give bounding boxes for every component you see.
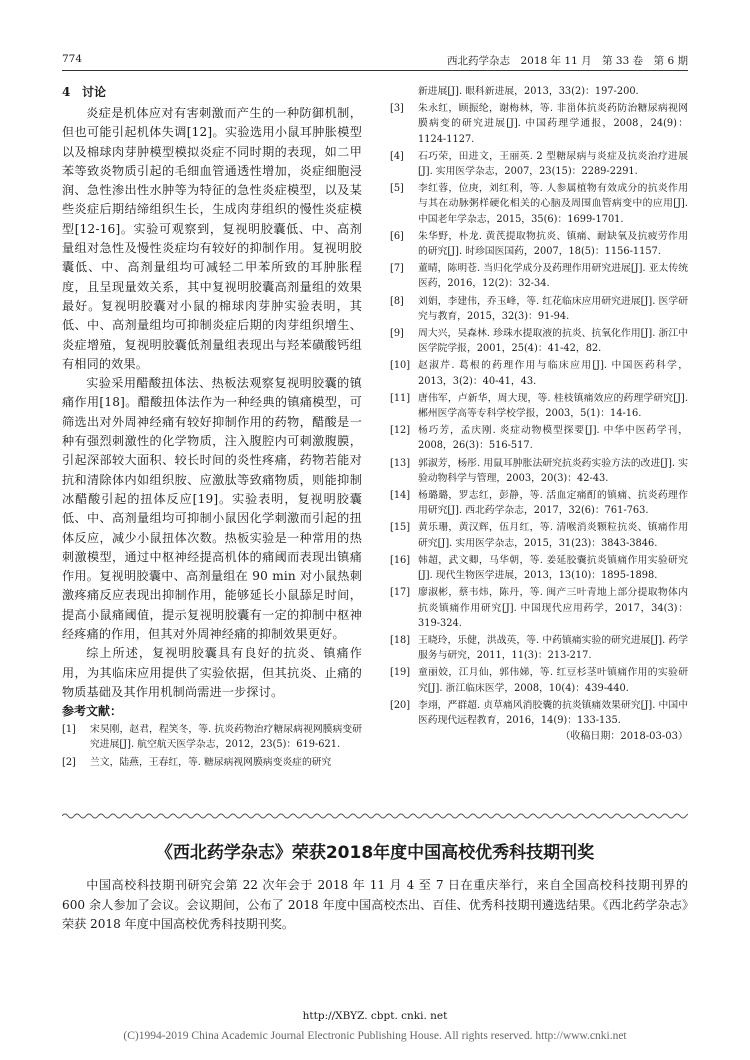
reference-number: [1] xyxy=(62,724,76,736)
reference-item xyxy=(390,423,688,453)
section-heading xyxy=(62,84,362,100)
reference-item xyxy=(390,149,688,179)
reference-text: 兰文，陆燕，王春红，等. 糖尿病视网膜病变炎症的研究 xyxy=(90,756,332,768)
reference-number: [10] xyxy=(390,360,411,372)
reference-item xyxy=(390,585,688,631)
reference-text: 李翊，严群超. 贞草痛风消胶囊的抗炎镇痛效果研究[J]. 中国中医药现代远程教育，2016，14(9)：133-135. xyxy=(418,699,688,726)
discussion-paragraph-1: 炎症是机体应对有害刺激而产生的一种防御机制，但也可能引起机体失调[12]。实验选用小鼠耳肿胀模型以及棉球肉芽肿模型模拟炎症不同时期的表现，如二甲苯等致炎物质引起的毛细血管通透性增加，炎症细胞浸润、急性渗出性水肿等为特征的急性炎症模型，以及某些炎症后期结缔组织生长，生成肉芽组织的慢性炎症模型[12-16]。实验可观察到，复视明胶囊低、中、高剂量组对急性及慢性炎症均有较好的抑制作用。复视明胶囊低、中、高剂量组均可减轻二甲苯所致的耳肿胀程度，且呈现量效关系，其中复视明胶囊高剂量组的效果最好。复视明胶囊对小鼠的棉球肉芽肿实验表明，其低、中、高剂量组均可抑制炎症后期的肉芽组织增生、炎症增殖，复视明胶囊低剂量组表现出与羟苯磺酸钙组有相同的效果。 xyxy=(62,106,362,371)
reference-item xyxy=(390,391,688,421)
reference-text: 杨巧芳，孟庆刚. 炎症动物模型探要[J]. 中华中医药学刊，2008，26(3)：516-517. xyxy=(418,425,688,452)
reference-item xyxy=(390,633,688,663)
page-number: 774 xyxy=(62,53,83,65)
reference-text: 杨璐璐，罗志红，彭静，等. 活血定痛酊的镇痛、抗炎药理作用研究[J]. 西北药学杂志，2017，32(6)：761-763. xyxy=(418,490,688,517)
reference-item xyxy=(62,755,362,770)
reference-text: 韩超，武文卿，马华朝，等. 姜延胶囊抗炎镇痛作用实验研究[J]. 现代生物医学进展，2013，13(10)：1895-1898. xyxy=(418,554,688,582)
footer-url: http://XBYZ. cbpt. cnki. net xyxy=(302,1010,448,1022)
reference-number: [7] xyxy=(390,263,404,275)
reference-number: [11] xyxy=(390,392,411,404)
references-right xyxy=(390,101,688,728)
section-number: 4 xyxy=(62,85,71,99)
reference-text: 唐伟军，卢新华，周大现，等. 桂枝镇痛效应的药理学研究[J]. 郴州医学高等专科学校学报，2003，5(1)：14-16. xyxy=(418,392,688,420)
reference-text: 李红蓉，位庚，刘红利，等. 人参属植物有效成分的抗炎作用与其在动脉粥样硬化相关的心脑及周围血管病变中的应用[J]. 中国老年学杂志，2015，35(6)：1699-1701. xyxy=(418,183,688,225)
reference-item xyxy=(390,520,688,550)
wavy-divider xyxy=(62,812,688,820)
reference-number: [18] xyxy=(390,634,411,646)
received-date: （收稿日期：2018-03-03） xyxy=(560,731,688,743)
reference-number: [8] xyxy=(390,295,404,307)
reference-number: [2] xyxy=(62,756,76,768)
reference-continuation: 新进展[J]. 眼科新进展，2013，33(2)：197-200. xyxy=(418,86,639,97)
running-header xyxy=(62,50,688,71)
reference-item xyxy=(390,101,688,147)
news-body: 中国高校科技期刊研究会第 22 次年会于 2018 年 11 月 4 至 7 日在重庆举行，来自全国高校科技期刊界的 600 余人参加了会议。会议期间，公布了 2018 年度中国高校杰出、百佳、优秀科技期刊遴选结果。《西北药学杂志》荣获 2018 年度中国高校优秀科技期刊奖。 xyxy=(62,878,688,931)
reference-item xyxy=(390,488,688,518)
reference-item xyxy=(390,261,688,291)
reference-item xyxy=(390,456,688,486)
reference-number: [5] xyxy=(390,183,404,195)
journal-info: 西北药学杂志 2018 年 11 月 第 33 卷 第 6 期 xyxy=(447,55,688,67)
section-title: 讨论 xyxy=(82,85,107,99)
reference-number: [14] xyxy=(390,490,411,502)
reference-item xyxy=(390,553,688,583)
left-column xyxy=(62,84,362,772)
reference-text: 石巧荣，田进文，王丽英. 2 型糖尿病与炎症及抗炎治疗进展[J]. 实用医学杂志，2007，23(15)：2289-2291. xyxy=(418,150,688,178)
reference-text: 王晓玲，乐健，洪战英，等. 中药镇痛实验的研究进展[J]. 药学服务与研究，2011，11(3)：213-217. xyxy=(418,634,688,662)
reference-text: 朱华野，朴龙. 黄芪提取物抗炎、镇痛、耐缺氧及抗疲劳作用的研究[J]. 时珍国医国药，2007，18(5)：1156-1157. xyxy=(418,230,688,258)
reference-text: 宋昊刚，赵君，程笑冬，等. 抗炎药物治疗糖尿病视网膜病变研究进展[J]. 航空航天医学杂志，2012，23(5)：619-621. xyxy=(90,724,362,751)
reference-text: 廖淑彬，蔡韦炜，陈丹，等. 闽产三叶青地上部分提取物体内抗炎镇痛作用研究[J]. 中国现代应用药学，2017，34(3)：319-324. xyxy=(418,587,688,629)
reference-text: 郭淑芳，杨彤. 用鼠耳肿胀法研究抗炎药实验方法的改进[J]. 实验动物科学与管理，2003，20(3)：42-43. xyxy=(418,457,688,484)
discussion-paragraph-2: 实验采用醋酸扭体法、热板法观察复视明胶囊的镇痛作用[18]。醋酸扭体法作为一种经典的镇痛模型，可筛选出对外周神经痛有较好抑制作用的药物，醋酸是一种有强烈刺激性的化学物质，注入腹腔内可刺激腹膜，引起深部较大面积、较长时间的炎性疼痛，药物若能对抗和清除体内如组织胺、应激肽等致痛物质，则能抑制冰醋酸引起的扭体反应[19]。实验表明，复视明胶囊低、中、高剂量组均可抑制小鼠因化学刺激而引起的扭体反应，减少小鼠扭体次数。热板实验是一种常用的热刺激模型，通过中枢神经提高机体的痛阈而表现出镇痛作用。复视明胶囊中、高剂量组在 90 min 对小鼠热刺激疼痛反应表现出抑制作用，能够延长小鼠舔足时间，提高小鼠痛阈值，提示复视明胶囊有一定的抑制中枢神经疼痛的作用，但其对外周神经痛的抑制效果更好。 xyxy=(62,376,362,642)
references-heading: 参考文献： xyxy=(62,704,123,719)
reference-text: 赵淑芹. 葛根的药理作用与临床应用[J]. 中国医药科学，2013，3(2)：40-41，43. xyxy=(418,360,688,387)
reference-item xyxy=(390,326,688,356)
reference-number: [15] xyxy=(390,522,411,534)
news-title: 《西北药学杂志》荣获2018年度中国高校优秀科技期刊奖 xyxy=(155,843,595,863)
reference-number: [9] xyxy=(390,328,404,340)
reference-number: [3] xyxy=(390,103,404,115)
discussion-paragraph-3: 综上所述，复视明胶囊具有良好的抗炎、镇痛作用，为其临床应用提供了实验依据，但其抗炎、止痛的物质基础及其作用机制尚需进一步探讨。 xyxy=(62,646,362,699)
reference-item xyxy=(62,722,362,752)
reference-text: 黄乐珊，黄汉辉，伍月红，等. 清喉消炎颗粒抗炎、镇痛作用研究[J]. 实用医学杂志，2015，31(23)：3843-3846. xyxy=(418,522,688,549)
reference-text: 朱永红，顾振纶，谢梅林，等. 非甾体抗炎药防治糖尿病视网膜病变的研究进展[J]. 中国药理学通报，2008，24(9)：1124-1127. xyxy=(418,103,688,145)
reference-text: 刘娟，李建伟，乔玉峰，等. 红花临床应用研究进展[J]. 医学研究与教育，2015，32(3)：91-94. xyxy=(418,295,688,322)
reference-number: [6] xyxy=(390,230,404,242)
references-left xyxy=(62,722,362,770)
copyright-line: (C)1994-2019 China Academic Journal Electronic Publishing House. All rights reserved. http://www.cnki.net xyxy=(123,1030,627,1042)
reference-number: [13] xyxy=(390,457,411,469)
reference-text: 董晴，陈明苍. 当归化学成分及药理作用研究进展[J]. 亚太传统医药，2016，12(2)：32-34. xyxy=(418,263,688,290)
reference-item xyxy=(390,665,688,695)
reference-number: [17] xyxy=(390,587,411,599)
reference-text: 童丽姣，江月仙，郭伟娣，等. 红豆杉茎叶镇痛作用的实验研究[J]. 浙江临床医学，2008，10(4)：439-440. xyxy=(418,667,688,694)
reference-text: 周大兴，吴森林. 珍珠水提取液的抗炎、抗氧化作用[J]. 浙江中医学院学报，2001，25(4)：41-42，82. xyxy=(418,328,688,355)
reference-item xyxy=(390,229,688,259)
reference-item xyxy=(390,358,688,388)
reference-item xyxy=(390,294,688,324)
reference-item xyxy=(390,181,688,227)
reference-item xyxy=(390,698,688,728)
right-column xyxy=(390,84,688,744)
reference-number: [12] xyxy=(390,425,411,437)
reference-number: [16] xyxy=(390,554,411,566)
reference-number: [20] xyxy=(390,699,411,711)
reference-number: [19] xyxy=(390,667,411,679)
reference-number: [4] xyxy=(390,150,404,162)
